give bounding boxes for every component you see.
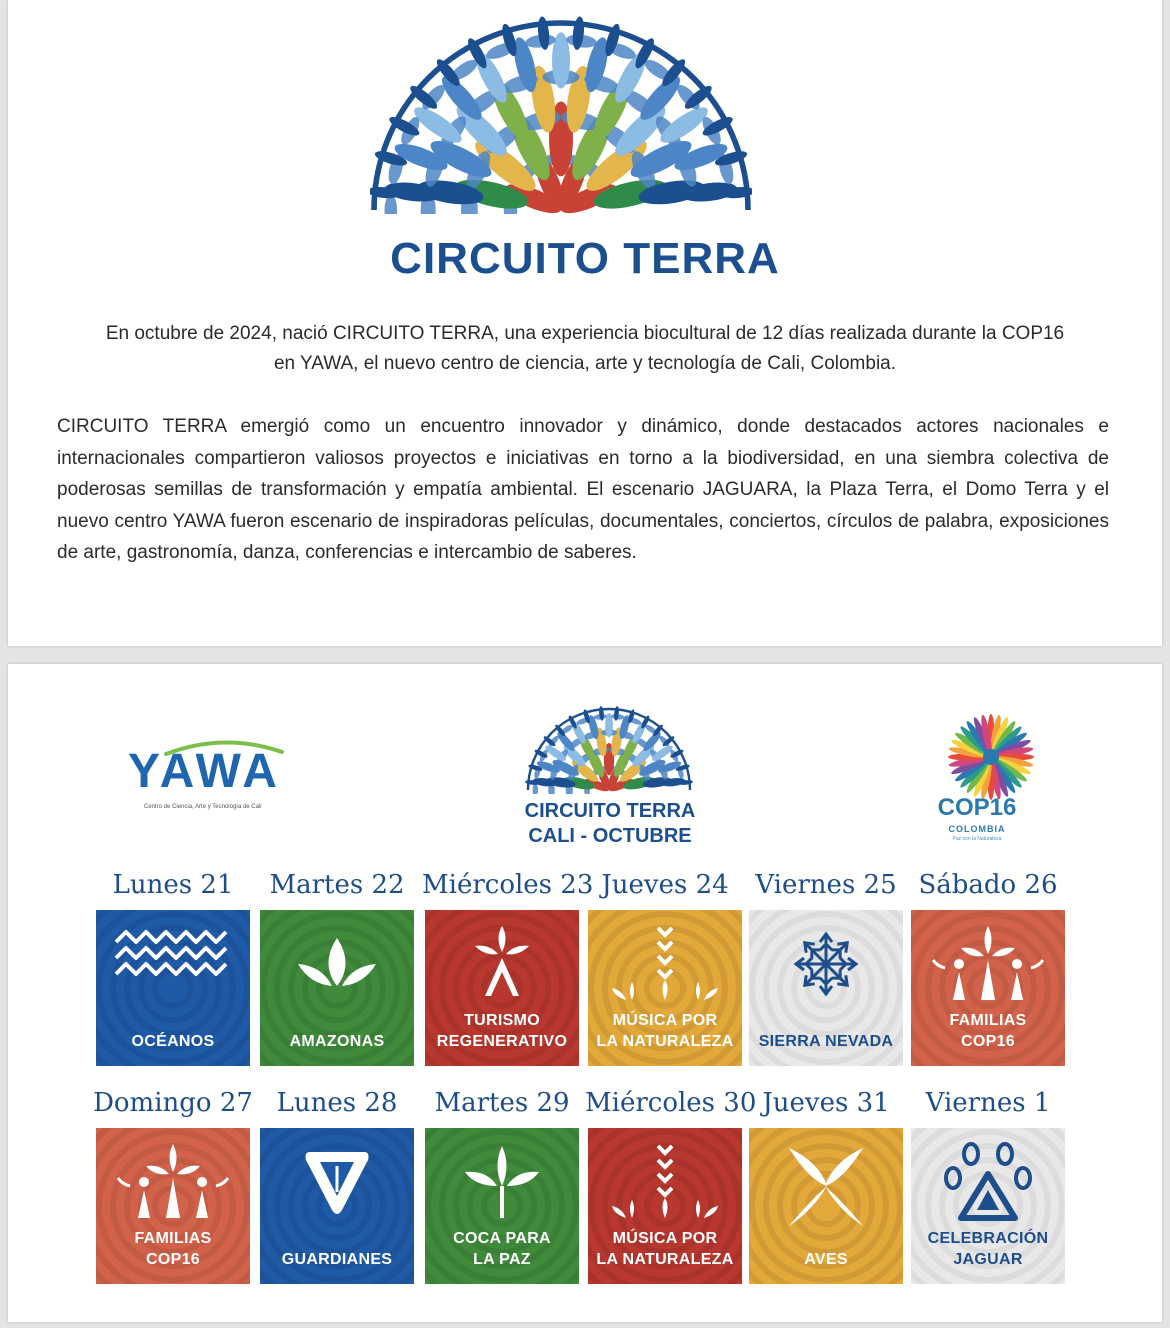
- leaves-icon: [260, 924, 414, 994]
- yawa-logo: [126, 738, 316, 818]
- day-label: Lunes 21: [112, 870, 234, 900]
- music-nature-icon: [588, 1142, 742, 1222]
- schedule-card: [8, 664, 1162, 1322]
- circuito-terra-dome-small-logo: [524, 704, 694, 794]
- snowflake-icon: [749, 924, 903, 1004]
- tile-label: GUARDIANES: [281, 1251, 393, 1268]
- tile-label: AVES: [804, 1251, 848, 1268]
- day-label: Martes 29: [434, 1088, 570, 1118]
- jaguar-paw-icon: [911, 1142, 1065, 1226]
- day-label: Jueves 24: [601, 870, 729, 900]
- theme-tile[interactable]: [96, 1128, 250, 1284]
- tile-icon: [425, 924, 579, 1009]
- tile-label: FAMILIAS COP16: [949, 1012, 1027, 1050]
- tile-label: COCA PARA LA PAZ: [453, 1230, 551, 1268]
- tile-icon: [749, 1142, 903, 1237]
- theme-tile[interactable]: [260, 1128, 414, 1284]
- day-label: Miércoles 30: [585, 1088, 757, 1118]
- music-nature-icon: [588, 924, 742, 1004]
- tile-label: TURISMO REGENERATIVO: [436, 1012, 568, 1050]
- tile-label: MÚSICA POR LA NATURALEZA: [596, 1230, 734, 1268]
- tile-label: MÚSICA POR LA NATURALEZA: [596, 1012, 734, 1050]
- tile-label: FAMILIAS COP16: [134, 1230, 212, 1268]
- theme-tile[interactable]: [749, 910, 903, 1066]
- theme-tile[interactable]: [425, 910, 579, 1066]
- intro-line-2: en YAWA, el nuevo centro de ciencia, arte y tecnología de Cali, Colombia.: [273, 353, 897, 374]
- theme-tile[interactable]: [911, 1128, 1065, 1284]
- bird-icon: [749, 1142, 903, 1232]
- day-label: Viernes 1: [925, 1088, 1051, 1118]
- tile-icon: [588, 1142, 742, 1227]
- tile-label: CELEBRACIÓN JAGUAR: [927, 1230, 1049, 1268]
- tile-label: OCÉANOS: [131, 1033, 215, 1050]
- tile-icon: [260, 1142, 414, 1227]
- family-icon: [911, 924, 1065, 1004]
- coca-leaf-icon: [425, 1142, 579, 1222]
- cop16-flower-icon: [946, 712, 1036, 802]
- family-icon: [96, 1142, 250, 1222]
- theme-tile[interactable]: [749, 1128, 903, 1284]
- theme-tile[interactable]: [588, 1128, 742, 1284]
- tile-icon: [260, 924, 414, 999]
- cop16-wordmark: COP16: [937, 794, 1017, 821]
- page-title: CIRCUITO TERRA: [390, 234, 780, 283]
- day-label: Sábado 26: [918, 870, 1058, 900]
- day-label: Jueves 31: [762, 1088, 890, 1118]
- sprout-figure-icon: [425, 924, 579, 1004]
- yawa-wordmark: YAWA: [128, 745, 281, 798]
- theme-tile[interactable]: [911, 910, 1065, 1066]
- cop16-country: COLOMBIA: [948, 824, 1006, 834]
- day-label: Viernes 25: [755, 870, 897, 900]
- day-label: Lunes 28: [276, 1088, 398, 1118]
- tile-icon: [96, 1142, 250, 1227]
- circuito-terra-dome-logo: [370, 14, 752, 214]
- terra-small-title: [466, 799, 754, 849]
- shield-triangle-icon: [260, 1142, 414, 1222]
- tile-icon: [96, 924, 250, 999]
- day-label: Domingo 27: [93, 1088, 253, 1118]
- tile-icon: [911, 924, 1065, 1009]
- theme-tile[interactable]: [425, 1128, 579, 1284]
- tile-icon: [588, 924, 742, 1009]
- theme-tile[interactable]: [260, 910, 414, 1066]
- theme-tile[interactable]: [96, 910, 250, 1066]
- tile-icon: [911, 1142, 1065, 1231]
- cop16-tagline: Paz con la Naturaleza: [952, 836, 1002, 842]
- tile-icon: [425, 1142, 579, 1227]
- terra-small-subtitle: CALI - OCTUBRE: [528, 825, 692, 847]
- intro-card: [8, 0, 1162, 646]
- day-label: Miércoles 23: [422, 870, 594, 900]
- waves-icon: [96, 924, 250, 994]
- intro-line-1: En octubre de 2024, nació CIRCUITO TERRA, una experiencia biocultural de 12 días realizada durante la COP16: [105, 323, 1065, 344]
- terra-small-name: CIRCUITO TERRA: [524, 800, 696, 822]
- day-label: Martes 22: [269, 870, 405, 900]
- body-paragraph: CIRCUITO TERRA emergió como un encuentro innovador y dinámico, donde destacados actores nacionales e internacionales compartieron valiosos proyectos e iniciativas en torno a la biodiversidad, en una siembra colectiva de poderosas semillas de transformación y empatía ambiental. El escenario JAGUARA, la Plaza Terra, el Domo Terra y el nuevo centro YAWA fueron escenario de inspiradoras películas, documentales, conciertos, círculos de palabra, exposiciones de arte, gastronomía, danza, conferencias e intercambio de saberes.: [57, 416, 1109, 563]
- yawa-tagline: Centro de Ciencia, Arte y Tecnología de Cali: [144, 804, 262, 810]
- tile-icon: [749, 924, 903, 1009]
- theme-tile[interactable]: [588, 910, 742, 1066]
- tile-label: SIERRA NEVADA: [758, 1033, 894, 1050]
- tile-label: AMAZONAS: [289, 1033, 385, 1050]
